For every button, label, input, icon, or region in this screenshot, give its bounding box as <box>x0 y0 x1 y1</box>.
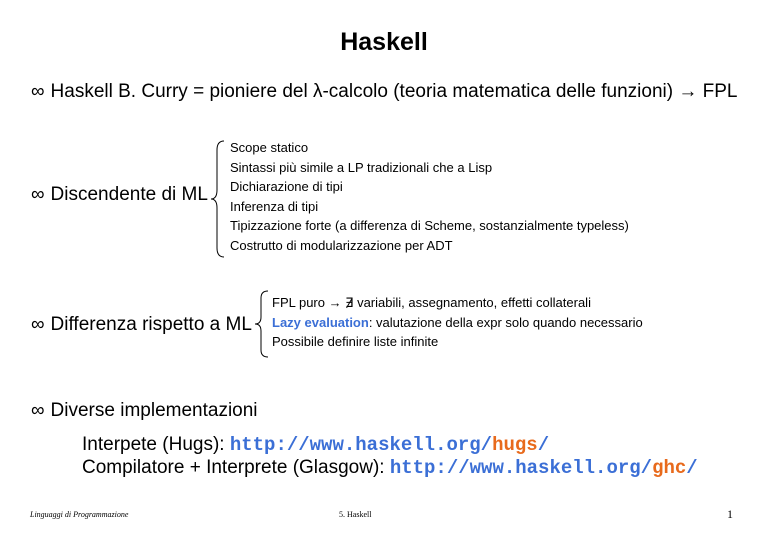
ml-item: Costrutto di modularizzazione per ADT <box>230 237 453 253</box>
infinity-bullet-icon: ∞ <box>31 400 45 421</box>
ml-item: Sintassi più simile a LP tradizionali che a Lisp <box>230 159 493 175</box>
page-number: 1 <box>727 507 733 521</box>
ml-item: Tipizzazione forte (a differenza di Scheme, sostanzialmente typeless) <box>230 218 629 233</box>
lambda-symbol: λ <box>312 81 323 102</box>
infinity-bullet-icon: ∞ <box>31 81 45 102</box>
curry-text-2: -calcolo (teoria matematica delle funzioni) <box>322 81 679 102</box>
page-title: Haskell <box>340 28 428 56</box>
diff-item-3: Possibile definire liste infinite <box>272 334 439 349</box>
infinity-bullet-icon: ∞ <box>31 184 45 205</box>
ghc-link[interactable]: http://www.haskell.org/ghc/ <box>389 457 698 479</box>
infinity-bullet-icon: ∞ <box>31 314 45 335</box>
ml-item: Dichiarazione di tipi <box>230 179 343 194</box>
not-exists-symbol: ∃ <box>345 293 353 313</box>
footer-course: Linguaggi di Programmazione <box>30 510 129 519</box>
impl-label: Diverse implementazioni <box>50 400 258 421</box>
ml-item: Scope statico <box>230 140 309 155</box>
impl-ghc: Compilatore + Interprete (Glasgow): http://www.haskell.org/ghc/ <box>82 457 698 479</box>
hugs-link[interactable]: http://www.haskell.org/hugs/ <box>229 434 550 456</box>
bullet-diff <box>31 314 252 336</box>
lazy-evaluation-highlight: Lazy evaluation <box>272 314 369 330</box>
diff-item-1: FPL puro → ∃ variabili, assegnamento, effetti collaterali <box>272 293 643 313</box>
diff-list <box>272 293 643 352</box>
curry-text-1: Haskell B. Curry = pioniere del <box>50 81 313 102</box>
arrow-icon: → <box>678 81 698 102</box>
ml-list <box>230 138 629 255</box>
left-brace-icon <box>254 290 270 358</box>
arrow-icon: → <box>328 295 342 310</box>
diff-label: Differenza rispetto a ML <box>50 314 252 335</box>
diff-item-2: Lazy evaluation: valutazione della expr solo quando necessario <box>272 314 643 330</box>
ml-item: Inferenza di tipi <box>230 198 319 214</box>
left-brace-icon <box>210 140 226 258</box>
footer-chapter: 5. Haskell <box>339 510 372 519</box>
bullet-impl <box>31 400 258 422</box>
curry-fpl: FPL <box>702 81 738 102</box>
ml-label: Discendente di ML <box>50 184 208 205</box>
impl-hugs: Interpete (Hugs): http://www.haskell.org/hugs/ <box>82 434 550 456</box>
bullet-ml <box>31 184 208 206</box>
bullet-curry <box>31 81 738 103</box>
